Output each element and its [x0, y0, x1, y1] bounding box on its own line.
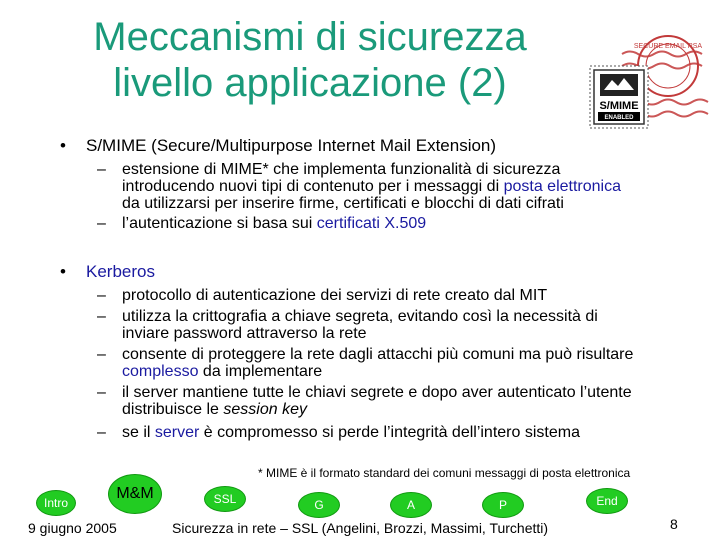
nav-g-button[interactable]: G	[298, 492, 340, 518]
smime-subitem-1-line1: estensione di MIME* che implementa funzionalità di sicurezza	[122, 161, 561, 178]
complesso-link[interactable]: complesso	[122, 363, 199, 380]
bullet-kerberos-label[interactable]: Kerberos	[86, 262, 155, 281]
kerberos-subitem-1-text: protocollo di autenticazione dei servizi di rete creato dal MIT	[122, 287, 548, 304]
server-link[interactable]: server	[154, 424, 200, 441]
nav-ssl-button[interactable]: SSL	[204, 486, 246, 512]
footer-title: Sicurezza in rete – SSL (Angelini, Brozzi, Massimi, Turchetti)	[172, 520, 549, 536]
posta-elettronica-link[interactable]: posta elettronica	[503, 178, 621, 195]
bullet-smime-label: S/MIME (Secure/Multipurpose Internet Mail Extension)	[86, 136, 497, 155]
kerberos-subitem-4-line1: il server mantiene tutte le chiavi segrete e dopo aver autenticato l’utente	[122, 384, 632, 401]
certificati-x509-link[interactable]: certificati X.509	[316, 215, 427, 232]
slide-title-line1: Meccanismi di sicurezza	[93, 15, 527, 59]
smime-stamp-logo	[572, 32, 712, 132]
badge-main-text: S/MIME	[599, 100, 639, 112]
smime-subitem-1-line2-text: introducendo nuovi tipi di contenuto per i messaggi di	[122, 178, 504, 195]
page-number: 8	[670, 516, 678, 532]
dash: –	[97, 161, 106, 178]
nav-end-button[interactable]: End	[586, 488, 628, 514]
smime-subitem-2-text: l’autenticazione si basa sui	[122, 215, 317, 232]
seal-text: SECURE EMAIL RSA	[633, 43, 703, 50]
kerberos-subitem-5-post: è compromesso si perde l’integrità dell’intero sistema	[199, 424, 580, 441]
kerberos-subitem-3-line1: consente di proteggere la rete dagli attacchi più comuni ma può risultare	[122, 346, 634, 363]
dash: –	[97, 308, 106, 325]
dash: –	[97, 287, 106, 304]
smime-subitem-1-line3-text: da utilizzarsi per inserire firme, certificati e blocchi di dati cifrati	[122, 195, 564, 212]
smime-seal-icon	[572, 32, 712, 132]
mime-footnote: * MIME è il formato standard dei comuni messaggi di posta elettronica	[258, 466, 631, 480]
nav-p-button[interactable]: P	[482, 492, 524, 518]
kerberos-subitem-2-line2-text: inviare password attraverso la rete	[122, 325, 367, 342]
nav-mm-button[interactable]: M&M	[108, 474, 162, 514]
kerberos-subitem-2-line1: utilizza la crittografia a chiave segreta, evitando così la necessità di	[122, 308, 598, 325]
bullet-dot: •	[60, 262, 66, 281]
bullet-dot: •	[60, 136, 66, 155]
kerberos-subitem-5-pre: se il	[122, 424, 155, 441]
slide-title	[40, 14, 580, 106]
dash: –	[97, 346, 106, 363]
dash: –	[97, 424, 106, 441]
dash: –	[97, 215, 106, 232]
kerberos-subitem-3-line2-text: da implementare	[198, 363, 323, 380]
session-key-term: session key	[223, 401, 307, 418]
dash: –	[97, 384, 106, 401]
slide-title-line2: livello applicazione (2)	[113, 61, 507, 105]
badge-sub-text: ENABLED	[604, 115, 634, 121]
nav-intro-button[interactable]: Intro	[36, 490, 76, 516]
kerberos-subitem-4-line2-text: distribuisce le	[122, 401, 224, 418]
nav-a-button[interactable]: A	[390, 492, 432, 518]
footer-date: 9 giugno 2005	[28, 520, 117, 536]
